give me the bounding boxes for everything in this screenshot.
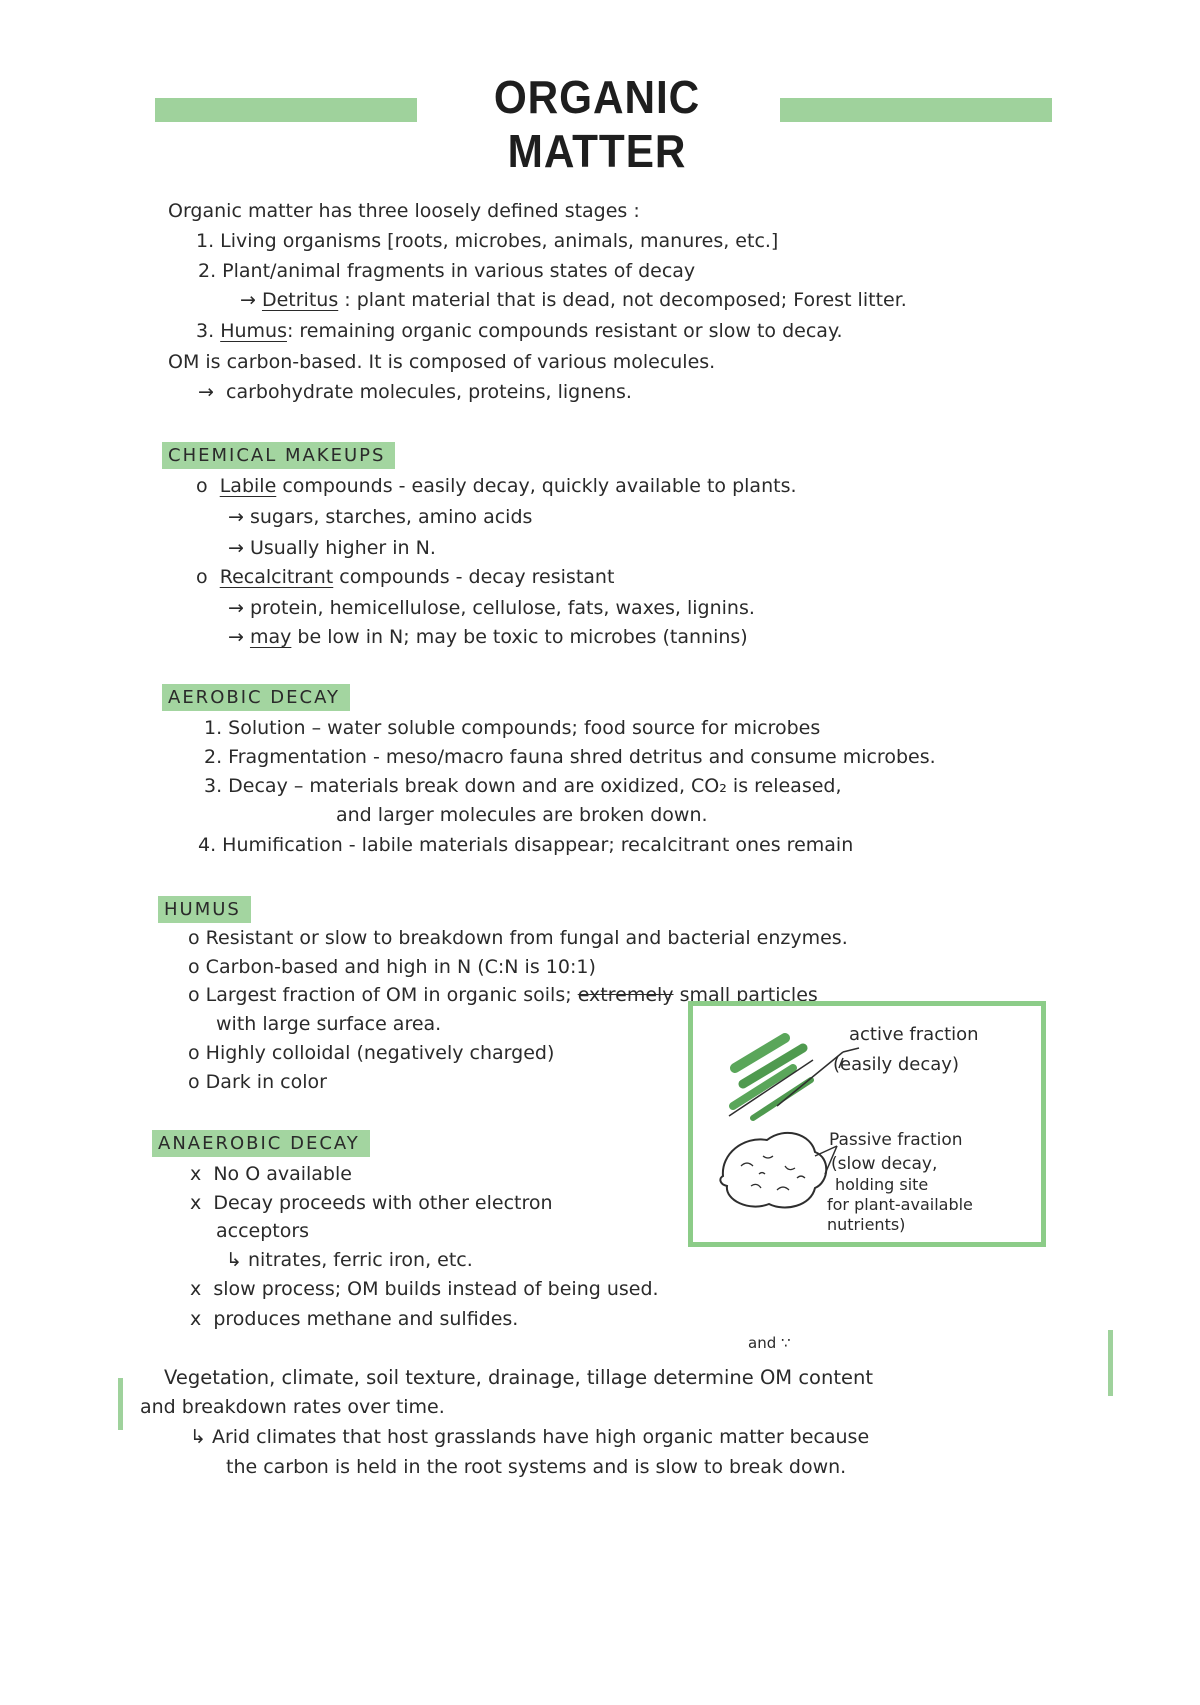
arrow-right-icon: → (240, 289, 262, 311)
bullet-circle-icon: o (188, 1071, 206, 1093)
anaerobic-point-2-examples (226, 1251, 473, 1270)
closing-line-4: the carbon is held in the root systems and is slow to break down. (226, 1456, 847, 1478)
humus-bullet-4 (188, 1044, 554, 1063)
bullet-circle-icon: o (188, 927, 206, 949)
labile-example-b (228, 539, 436, 558)
labile-definition: compounds - easily decay, quickly available to plants. (282, 475, 797, 497)
closing-insert: and ∵ (748, 1334, 791, 1352)
bullet-circle-icon: o (188, 1042, 206, 1064)
cross-bullet-icon: x (190, 1163, 214, 1185)
recalcitrant-definition: compounds - decay resistant (339, 566, 615, 588)
anaerobic-point-1 (190, 1165, 352, 1184)
detritus-definition: : plant material that is dead, not decomposed; Forest litter. (344, 289, 907, 311)
humus-bullet-3-cont: with large surface area. (216, 1013, 442, 1035)
om-subline (198, 383, 632, 402)
recalcitrant-term: Recalcitrant (219, 566, 334, 588)
passive-fraction-note-3: for plant-available (827, 1195, 973, 1214)
detritus-term: Detritus (261, 289, 339, 311)
humus-bullet-2 (188, 958, 596, 977)
humus-fraction-diagram (688, 1001, 1046, 1247)
active-fraction-note: (easily decay) (833, 1054, 959, 1075)
aerobic-step-2: 2. Fragmentation - meso/macro fauna shred detritus and consume microbes. (204, 746, 936, 768)
closing-line-2: and breakdown rates over time. (140, 1396, 445, 1418)
active-fraction-icon (729, 1038, 859, 1118)
labile-term: Labile (219, 475, 277, 497)
humus-term: Humus (220, 320, 287, 342)
active-fraction-label: active fraction (849, 1024, 979, 1045)
anaerobic-point-3 (190, 1280, 659, 1299)
slow-process: slow process; OM builds instead of being used. (213, 1278, 659, 1300)
anaerobic-point-2-cont: acceptors (216, 1220, 310, 1242)
humus-bullet-1 (188, 929, 848, 948)
intro-stage-2: 2. Plant/animal fragments in various states of decay (198, 260, 696, 282)
labile-examples: sugars, starches, amino acids (249, 506, 533, 528)
acceptor-examples: nitrates, ferric iron, etc. (247, 1249, 473, 1271)
aerobic-step-4: 4. Humification - labile materials disappear; recalcitrant ones remain (198, 834, 854, 856)
anaerobic-point-4 (190, 1310, 518, 1329)
om-molecules: carbohydrate molecules, proteins, lignens. (226, 381, 632, 403)
arrow-down-right-icon: ↳ (226, 1249, 248, 1271)
om-line: OM is carbon-based. It is composed of various molecules. (168, 351, 716, 373)
cross-bullet-icon: x (190, 1192, 214, 1214)
detritus-line (240, 291, 907, 310)
humus-colloidal: Highly colloidal (negatively charged) (205, 1042, 555, 1064)
recalcitrant-example-b (228, 628, 748, 647)
bullet-circle-icon: o (188, 956, 206, 978)
aerobic-step-3-cont: and larger molecules are broken down. (336, 804, 708, 826)
arid-climates: Arid climates that host grasslands have high organic matter because (211, 1426, 870, 1448)
margin-highlight-right (1108, 1330, 1113, 1396)
aerobic-step-3: 3. Decay – materials break down and are oxidized, CO₂ is released, (204, 775, 842, 797)
arrow-right-icon: → (228, 597, 250, 619)
bullet-circle-icon: o (196, 566, 220, 588)
recalcitrant-line (196, 568, 614, 587)
arrow-right-icon: → (228, 537, 250, 559)
intro-lead: Organic matter has three loosely defined stages : (168, 200, 640, 222)
title-highlight-left (155, 98, 417, 122)
labile-line (196, 477, 797, 496)
bullet-circle-icon: o (188, 984, 206, 1006)
recalcitrant-example-a (228, 599, 755, 618)
arrow-down-right-icon: ↳ (190, 1426, 212, 1448)
arrow-right-icon: → (228, 626, 250, 648)
heading-anaerobic-decay: ANAEROBIC DECAY (152, 1130, 370, 1157)
labile-nitrogen-note: Usually higher in N. (249, 537, 436, 559)
heading-aerobic-decay: AEROBIC DECAY (162, 684, 350, 711)
humus-carbon: Carbon-based and high in N (C:N is 10:1) (205, 956, 596, 978)
no-oxygen: No O available (213, 1163, 352, 1185)
closing-line-1: Vegetation, climate, soil texture, drainage, tillage determine OM content (164, 1366, 873, 1389)
passive-fraction-note-2: holding site (835, 1175, 929, 1194)
recalcitrant-note: be low in N; may be toxic to microbes (tannins) (297, 626, 748, 648)
struck-word: extremely (577, 984, 674, 1006)
labile-example-a (228, 508, 532, 527)
anaerobic-point-2 (190, 1194, 553, 1213)
aerobic-step-1: 1. Solution – water soluble compounds; food source for microbes (204, 717, 821, 739)
title-highlight-right (780, 98, 1052, 122)
arrow-right-icon: → (228, 506, 250, 528)
humus-resistant: Resistant or slow to breakdown from fungal and bacterial enzymes. (205, 927, 848, 949)
cross-bullet-icon: x (190, 1308, 214, 1330)
intro-stage-1: 1. Living organisms [roots, microbes, animals, manures, etc.] (196, 230, 779, 252)
humus-bullet-5 (188, 1073, 327, 1092)
electron-acceptors: Decay proceeds with other electron (213, 1192, 553, 1214)
humus-particles: small particles (679, 984, 818, 1006)
passive-fraction-note-4: nutrients) (827, 1215, 906, 1234)
methane-sulfides: produces methane and sulfides. (213, 1308, 519, 1330)
page-title: ORGANIC MATTER (493, 71, 701, 177)
humus-dark: Dark in color (205, 1071, 327, 1093)
humus-definition: : remaining organic compounds resistant or slow to decay. (286, 320, 843, 342)
passive-fraction-icon (720, 1133, 837, 1208)
stage-3-number: 3. (196, 320, 215, 342)
heading-humus: HUMUS (158, 896, 251, 923)
margin-highlight-left (118, 1378, 123, 1430)
humus-largest: Largest fraction of OM in organic soils; (205, 984, 572, 1006)
heading-chemical-makeups: CHEMICAL MAKEUPS (162, 442, 395, 469)
may-term: may (249, 626, 292, 648)
cross-bullet-icon: x (190, 1278, 214, 1300)
recalcitrant-examples: protein, hemicellulose, cellulose, fats, waxes, lignins. (249, 597, 755, 619)
bullet-circle-icon: o (196, 475, 220, 497)
passive-fraction-label: Passive fraction (829, 1130, 963, 1150)
arrow-right-icon: → (198, 381, 226, 403)
passive-fraction-note-1: (slow decay, (831, 1154, 938, 1174)
intro-stage-3 (196, 322, 843, 341)
closing-line-3 (190, 1428, 869, 1447)
